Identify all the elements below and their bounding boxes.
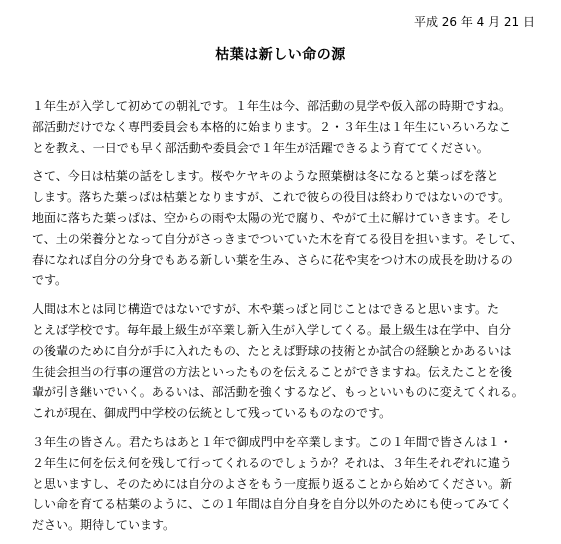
document-body xyxy=(32,96,536,544)
text-line: さて、今日は枯葉の話をします。桜やケヤキのような照葉樹は冬になると葉っぱを落と xyxy=(32,169,499,184)
text-line: ２年生に何を伝え何を残して行ってくれるのでしょうか？それは、３年生それぞれに違う xyxy=(32,455,513,470)
text-line: です。 xyxy=(32,273,68,288)
paragraph xyxy=(32,432,536,536)
paragraph xyxy=(32,166,536,291)
document-date: 平成 26 年 4 月 21 日 xyxy=(413,15,535,29)
text-line: しい命を育てる枯葉のように、この１年間は自分自身を自分以外のためにも使ってみてく xyxy=(32,497,513,512)
text-line: ださい。期待しています。 xyxy=(32,518,176,533)
text-line: 生徒会担当の行事の運営の方法といったものを伝えることができますね。伝えたことを後 xyxy=(32,364,513,379)
text-line: １年生が入学して初めての朝礼です。１年生は今、部活動の見学や仮入部の時期ですね。 xyxy=(32,99,512,113)
text-line: の後輩のために自分が手に入れたもの、たとえば野球の技術とか試合の経験とかあるいは xyxy=(32,343,512,358)
paragraph xyxy=(32,299,536,424)
text-line: 人間は木とは同じ構造ではないですが、木や葉っぱと同じことはできると思います。た xyxy=(32,302,500,317)
text-line: と思いますし、そのためには自分のよさをもう一度振り返ることから始めてください。新 xyxy=(32,476,513,491)
text-line: て、土の栄養分となって自分がさっきまでついていた木を育てる役目を担います。そして、 xyxy=(32,231,523,246)
text-line: ３年生の皆さん。君たちはあと１年で御成門中を卒業します。この１年間で皆さんは１・ xyxy=(32,434,512,449)
text-line: 地面に落ちた葉っぱは、空からの雨や太陽の光で腐り、やがて土に解けていきます。そし xyxy=(32,210,512,225)
text-line: とえば学校です。毎年最上級生が卒業し新入生が入学してくる。最上級生は在学中、自分 xyxy=(32,322,512,337)
text-line: とを教え、一日でも早く部活動や委員会で１年生が活躍できるよう育ててください。 xyxy=(32,140,489,155)
paragraph xyxy=(32,96,536,158)
text-line: 部活動だけでなく専門委員会も本格的に始まります。２・３年生は１年生にいろいろなこ xyxy=(32,119,512,134)
text-line: 春になれば自分の分身でもある新しい葉を生み、さらに花や実をつけ木の成長を助けるの xyxy=(32,252,513,267)
text-line: これが現在、御成門中学校の伝統として残っているものなのです。 xyxy=(32,406,392,421)
document-title: 枯葉は新しい命の源 xyxy=(215,47,346,63)
text-line: 輩が引き継いでいく。あるいは、部活動を強くするなど、もっといいものに変えてくれる。 xyxy=(32,385,524,400)
text-line: します。落ちた葉っぱは枯葉となりますが、これで彼らの役目は終わりではないのです。 xyxy=(32,190,511,205)
